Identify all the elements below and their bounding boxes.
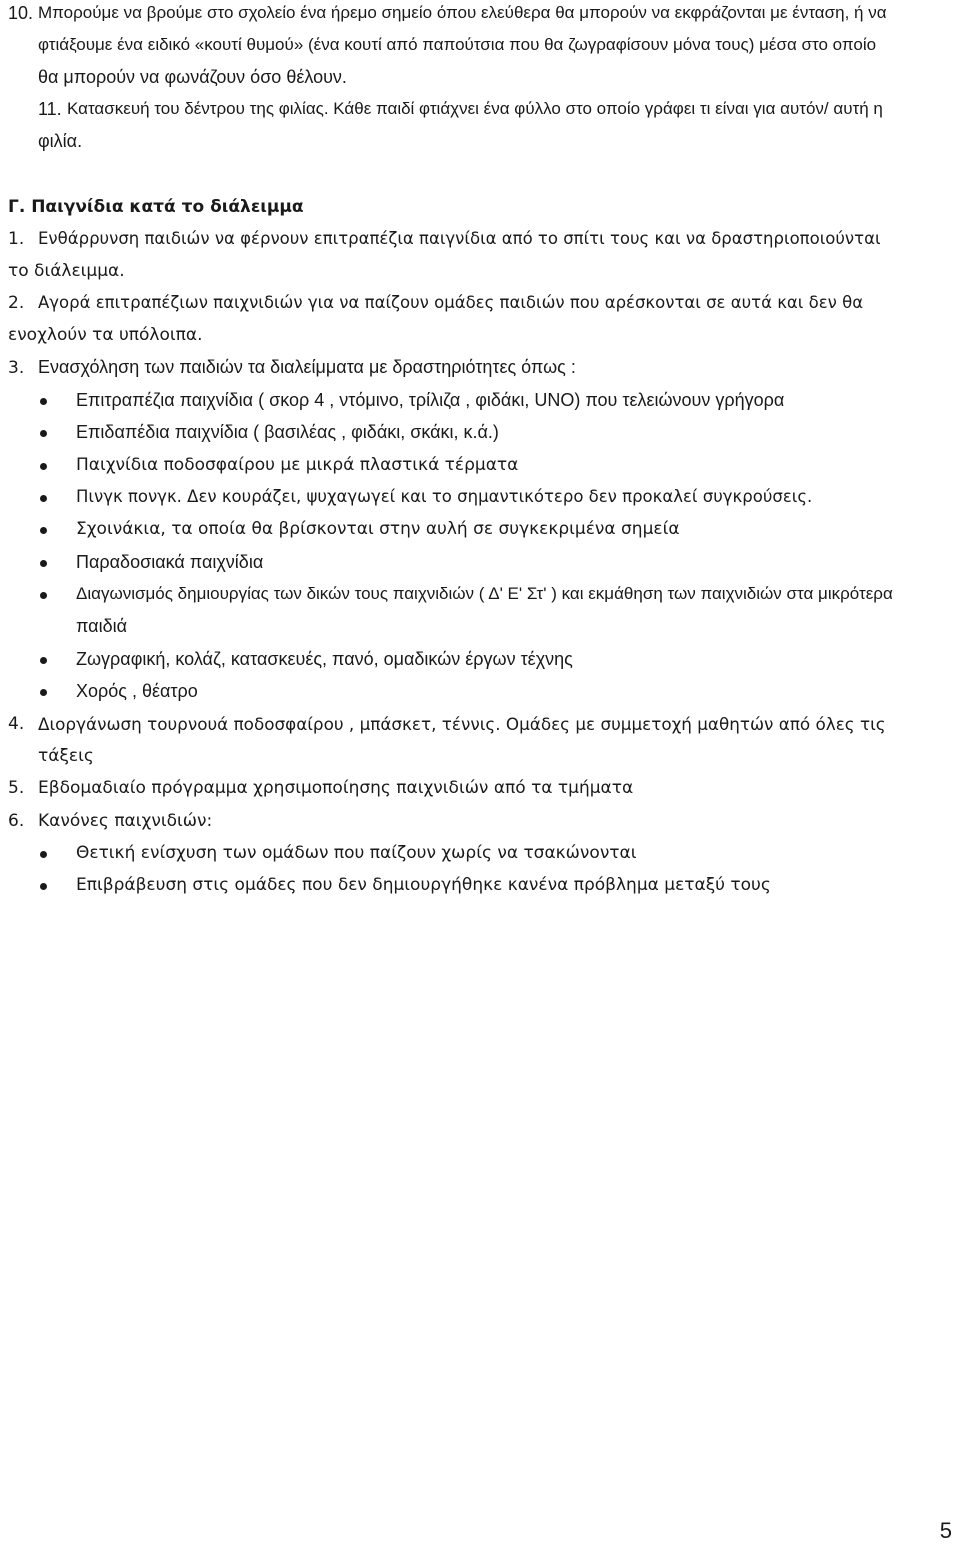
item-3-text: Ενασχόληση των παιδιών τα διαλείμματα με δραστηριότητες όπως : xyxy=(38,357,576,377)
item-2-line-1: Αγορά επιτραπέζιων παιχνιδιών για να παίζουν ομάδες παιδιών που αρέσκονται σε αυτά και δεν θα xyxy=(38,293,864,312)
bullet-dot xyxy=(40,883,47,890)
bullet-item: Παιχνίδια ποδοσφαίρου με μικρά πλαστικά τέρματα xyxy=(76,455,519,475)
item-4-line-1: Διοργάνωση τουρνουά ποδοσφαίρου , μπάσκετ, τέννις. Ομάδες με συμμετοχή μαθητών από όλες τις xyxy=(38,714,886,734)
item-2-number: 2. xyxy=(8,293,25,313)
item-11-line-2: φιλία. xyxy=(38,131,83,151)
item-1-line-1: Ενθάρρυνση παιδιών να φέρνουν επιτραπέζια παιγνίδια από το σπίτι τους και να δραστηριοποιούνται xyxy=(38,229,881,248)
bullet-dot xyxy=(40,592,47,599)
bullet-item: Επιδαπέδια παιχνίδια ( βασιλέας , φιδάκι, σκάκι, κ.ά.) xyxy=(76,422,499,442)
item-10-line-3: θα μπορούν να φωνάζουν όσο θέλουν. xyxy=(38,67,347,87)
item-5-text: Εβδομαδιαίο πρόγραμμα χρησιμοποίησης παιχνιδιών από τα τμήματα xyxy=(38,778,634,798)
bullet-item-continuation: παιδιά xyxy=(76,616,127,636)
bullet-item: Ζωγραφική, κολάζ, κατασκευές, πανό, ομαδικών έργων τέχνης xyxy=(76,649,573,669)
bullet-dot xyxy=(40,851,47,858)
item-6-text: Κανόνες παιχνιδιών: xyxy=(38,811,213,831)
bullet-dot xyxy=(40,398,47,405)
bullet-dot xyxy=(40,657,47,664)
bullet-dot xyxy=(40,527,47,534)
bullet-dot xyxy=(40,463,47,470)
item-4-line-2: τάξεις xyxy=(38,746,94,766)
item-10-number: 10. xyxy=(8,3,34,23)
item-2-line-2: ενοχλούν τα υπόλοιπα. xyxy=(8,325,203,345)
item-11-line-1: Κατασκευή του δέντρου της φιλίας. Κάθε παιδί φτιάχνει ένα φύλλο στο οποίο γράφει τι είναι για αυτόν/ αυτή η xyxy=(67,99,883,118)
item-11-number: 11. xyxy=(38,99,62,119)
item-1-number: 1. xyxy=(8,229,25,249)
item-10-line-2: φτιάξουμε ένα ειδικό «κουτί θυμού» (ένα κουτί από παπούτσια που θα ζωγραφίσουν μόνα τους) μέσα στο οποίο xyxy=(38,35,877,54)
item-10-line-1: Μπορούμε να βρούμε στο σχολείο ένα ήρεμο σημείο όπου ελεύθερα θα μπορούν να εκφράζονται με ένταση, ή να xyxy=(38,3,887,22)
item-3-number: 3. xyxy=(8,358,25,378)
bullet-dot xyxy=(40,560,47,567)
item-6-number: 6. xyxy=(8,811,25,831)
item-5-number: 5. xyxy=(8,778,25,798)
section-heading: Γ. Παιγνίδια κατά το διάλειμμα xyxy=(8,197,304,217)
bullet-dot xyxy=(40,689,47,696)
bullet-dot xyxy=(40,430,47,437)
bullet-item: Επιτραπέζια παιχνίδια ( σκορ 4 , ντόμινο, τρίλιζα , φιδάκι, UNO) που τελειώνουν γρήγορα xyxy=(76,390,785,410)
page-number: 5 xyxy=(939,1518,952,1543)
item-4-number: 4. xyxy=(8,714,25,734)
bullet-item: Θετική ενίσχυση των ομάδων που παίζουν χωρίς να τσακώνονται xyxy=(76,843,637,863)
bullet-dot xyxy=(40,495,47,502)
item-1-line-2: το διάλειμμα. xyxy=(8,261,125,281)
bullet-item: Παραδοσιακά παιχνίδια xyxy=(76,552,264,572)
bullet-item: Πινγκ πονγκ. Δεν κουράζει, ψυχαγωγεί και το σημαντικότερο δεν προκαλεί συγκρούσεις. xyxy=(76,487,813,506)
bullet-item: Διαγωνισμός δημιουργίας των δικών τους παιχνιδιών ( Δ' Ε' Στ' ) και εκμάθηση των παιχνιδιών στα μικρότερα xyxy=(76,584,893,603)
bullet-item: Επιβράβευση στις ομάδες που δεν δημιουργήθηκε κανένα πρόβλημα μεταξύ τους xyxy=(76,875,771,895)
bullet-item: Σχοινάκια, τα οποία θα βρίσκονται στην αυλή σε συγκεκριμένα σημεία xyxy=(76,519,680,539)
bullet-item: Χορός , θέατρο xyxy=(76,681,198,701)
